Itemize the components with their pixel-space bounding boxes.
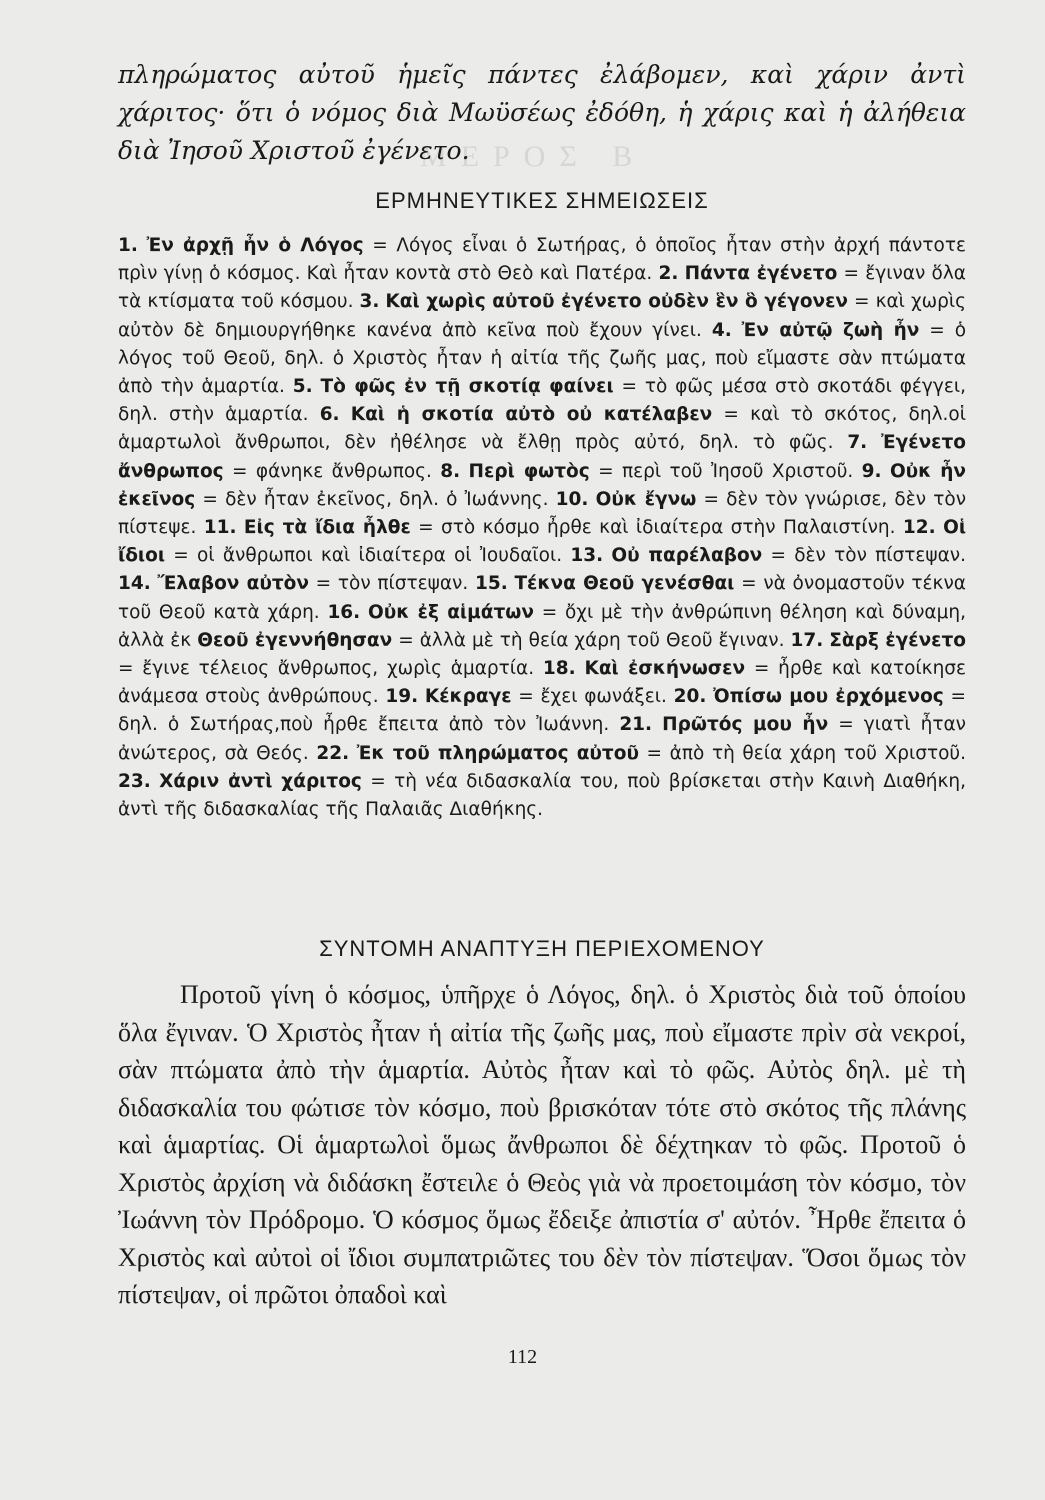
note-item: 17. Σὰρξ ἐγένετο = ἔγινε τέλειος ἄνθρωπος, χωρὶς ἁμαρτία. bbox=[118, 629, 966, 680]
note-number: 20. bbox=[673, 686, 707, 708]
note-item: 11. Εἰς τὰ ἴδια ἦλθε = στὸ κόσμο ἦρθε καὶ ἰδιαίτερα στὴν Παλαιστίνη. bbox=[203, 517, 896, 539]
note-number: 9. bbox=[861, 460, 882, 482]
note-gloss: ἦρθε καὶ κατοίκησε ἀνάμεσα στοὺς ἀνθρώπους. bbox=[118, 658, 967, 708]
note-number: 4. bbox=[711, 319, 732, 341]
note-term: Καὶ ἐσκήνωσεν bbox=[584, 658, 746, 680]
note-number: 2. bbox=[658, 263, 679, 285]
note-term: Ὀπίσω μου ἐρχόμενος bbox=[713, 686, 944, 708]
note-term: Ἔλαβον αὐτὸν bbox=[157, 573, 309, 595]
note-term: Θεοῦ ἐγεννήθησαν bbox=[197, 629, 393, 651]
note-number: 7. bbox=[847, 432, 868, 454]
note-gloss: καὶ τὸ σκότος, δηλ.οἱ ἁμαρτωλοὶ ἄνθρωποι, δὲν ἠθέλησε νὰ ἔλθῃ πρὸς αὐτό, δηλ. τὸ φῶς. bbox=[118, 404, 966, 454]
note-term: Οὐκ ἔγνω bbox=[595, 488, 697, 510]
note-number: 23. bbox=[118, 770, 151, 792]
note-term: Περὶ φωτὸς bbox=[468, 460, 590, 482]
note-gloss: ὁ λόγος τοῦ Θεοῦ, δηλ. ὁ Χριστὸς ἦταν ἡ αἰτία τῆς ζωῆς μας, ποὺ εἴμαστε σὰν πτώματα ἀπὸ τὴν ἁμαρτία. bbox=[118, 319, 967, 398]
page-number: 112 bbox=[507, 1346, 538, 1368]
note-term: Σὰρξ ἐγένετο bbox=[829, 629, 966, 651]
note-item: 8. Περὶ φωτὸς = περὶ τοῦ Ἰησοῦ Χριστοῦ. bbox=[440, 460, 854, 482]
note-number: 3. bbox=[359, 291, 380, 313]
note-gloss: νὰ ὀνομαστοῦν τέκνα τοῦ Θεοῦ κατὰ χάρη. bbox=[118, 573, 966, 623]
note-term: Οὐκ ἐξ αἱμάτων bbox=[367, 601, 534, 623]
note-gloss: δὲν τὸν πίστεψαν. bbox=[794, 545, 967, 567]
note-gloss: δηλ. ὁ Σωτήρας,ποὺ ἦρθε ἔπειτα ἀπὸ τὸν Ἰωάννη. bbox=[118, 714, 610, 736]
note-item: 6. Καὶ ἡ σκοτία αὐτὸ οὐ κατέλαβεν = καὶ τὸ σκότος, δηλ.οἱ ἁμαρτωλοὶ ἄνθρωποι, δὲν ἠθέλησε νὰ ἔλθῃ πρὸς αὐτό, δηλ. τὸ φῶς. bbox=[118, 404, 966, 454]
note-gloss: ἔγινε τέλειος ἄνθρωπος, χωρὶς ἁμαρτία. bbox=[142, 658, 535, 680]
note-term: Ἐκ τοῦ πληρώματος αὐτοῦ bbox=[356, 742, 639, 764]
note-term: Πρῶτός μου ἦν bbox=[662, 714, 829, 736]
note-item: 23. Χάριν ἀντὶ χάριτος = τὴ νέα διδασκαλία του, ποὺ βρίσκεται στὴν Καινὴ Διαθήκη, ἀντὶ τῆς διδασκαλίας τῆς Παλαιᾶς Διαθήκης. bbox=[118, 770, 967, 821]
note-item: 7. Ἐγένετο ἄνθρωπος = φάνηκε ἄνθρωπος. bbox=[118, 432, 966, 482]
summary-paragraph: Προτοῦ γίνη ὁ κόσμος, ὑπῆρχε ὁ Λόγος, δηλ. ὁ Χριστὸς διὰ τοῦ ὁποίου ὅλα ἔγιναν. Ὁ Χριστὸς ἦταν ἡ αἰτία τῆς ζωῆς μας, ποὺ εἴμαστε πρὶν σὰ νεκροί, σὰν πτώματα ἀπὸ τὴν ἁμαρτία. Αὐτὸς ἦταν καὶ τὸ φῶς. Αὐτὸς δηλ. μὲ τὴ διδασκαλία του φώτισε τὸν κόσμο, ποὺ βρισκόταν τότε στὸ σκότος τῆς πλάνης καὶ ἁμαρτίας. Οἱ ἁμαρτωλοὶ ὅμως ἄνθρωποι δὲ δέχτηκαν τὸ φῶς. Προτοῦ ὁ Χριστὸς ἀρχίση νὰ διδάσκη ἔστειλε ὁ Θεὸς γιὰ νὰ προετοιμάση τὸν κόσμο, τὸν Ἰωάννη τὸν Πρόδρομο. Ὁ κόσμος ὅμως ἔδειξε ἀπιστία σ' αὐτόν. Ἦρθε ἔπειτα ὁ Χριστὸς καὶ αὐτοὶ οἱ ἴδιοι συμπατριῶτες του δὲν τὸν πίστεψαν. Ὅσοι ὅμως τὸν πίστεψαν, οἱ πρῶτοι ὀπαδοὶ καὶ bbox=[118, 980, 966, 1309]
note-number: 21. bbox=[619, 714, 653, 736]
note-item: 3. Καὶ χωρὶς αὐτοῦ ἐγένετο οὐδὲν ἓν ὃ γέγονεν = καὶ χωρὶς αὐτὸν δὲ δημιουργήθηκε κανένα ἀπὸ κεῖνα ποὺ ἔχουν γίνει. bbox=[118, 291, 966, 341]
note-gloss: στὸ κόσμο ἦρθε καὶ ἰδιαίτερα στὴν Παλαιστίνη. bbox=[441, 517, 896, 539]
note-term: Καὶ ἡ σκοτία αὐτὸ οὐ κατέλαβεν bbox=[350, 404, 713, 426]
note-item: 19. Κέκραγε = ἔχει φωνάξει. bbox=[385, 686, 667, 708]
note-number: 5. bbox=[292, 376, 313, 398]
note-gloss: φάνηκε ἄνθρωπος. bbox=[255, 460, 432, 482]
note-gloss: περὶ τοῦ Ἰησοῦ Χριστοῦ. bbox=[621, 460, 854, 482]
note-item: 22. Ἐκ τοῦ πληρώματος αὐτοῦ = ἀπὸ τὴ θεία χάρη τοῦ Χριστοῦ. bbox=[316, 742, 966, 764]
note-term: Ἐν ἀρχῇ ἦν ὁ Λόγος bbox=[146, 235, 364, 256]
note-gloss: δὲν ἦταν ἐκεῖνος, δηλ. ὁ Ἰωάννης. bbox=[225, 488, 549, 510]
note-gloss: Λόγος εἶναι ὁ Σωτήρας, ὁ ὁποῖος ἦταν στὴν ἀρχή πάντοτε πρὶν γίνῃ ὁ κόσμος. Καὶ ἦταν κοντὰ στὸ Θεὸ καὶ Πατέρα. bbox=[118, 235, 966, 285]
note-term: Τέκνα Θεοῦ γενέσθαι bbox=[514, 573, 735, 595]
note-number: 16. bbox=[327, 601, 361, 623]
note-term: Ἐγένετο ἄνθρωπος bbox=[118, 432, 966, 482]
note-item: 4. Ἐν αὐτῷ ζωὴ ἦν = ὁ λόγος τοῦ Θεοῦ, δηλ. ὁ Χριστὸς ἦταν ἡ αἰτία τῆς ζωῆς μας, ποὺ εἴμαστε σὰν πτώματα ἀπὸ τὴν ἁμαρτία. bbox=[118, 319, 967, 398]
note-item: 15. Τέκνα Θεοῦ γενέσθαι = νὰ ὀνομαστοῦν τέκνα τοῦ Θεοῦ κατὰ χάρη. bbox=[118, 573, 966, 623]
note-item: 1. Ἐν ἀρχῇ ἦν ὁ Λόγος = Λόγος εἶναι ὁ Σωτήρας, ὁ ὁποῖος ἦταν στὴν ἀρχή πάντοτε πρὶν γίνῃ ὁ κόσμος. Καὶ ἦταν κοντὰ στὸ Θεὸ καὶ Πατέρα. bbox=[118, 235, 966, 285]
note-gloss: ἀπὸ τὴ θεία χάρη τοῦ Χριστοῦ. bbox=[669, 742, 966, 764]
note-term: Οἱ ἴδιοι bbox=[118, 517, 967, 567]
note-gloss: οἱ ἄνθρωποι καὶ ἰδιαίτερα οἱ Ἰουδαῖοι. bbox=[197, 545, 563, 567]
note-number: 6. bbox=[319, 404, 340, 426]
note-gloss: δὲν τὸν γνώρισε, δὲν τὸν πίστεψε. bbox=[118, 488, 967, 539]
note-number: 19. bbox=[385, 686, 419, 708]
bleed-through-heading: ΜΕΡΟΣ Β bbox=[420, 140, 647, 173]
explanatory-notes bbox=[118, 232, 966, 824]
note-item: Θεοῦ ἐγεννήθησαν = ἀλλὰ μὲ τὴ θεία χάρη τοῦ Θεοῦ ἔγιναν. bbox=[197, 629, 785, 651]
note-term: Τὸ φῶς ἐν τῇ σκοτίᾳ φαίνει bbox=[320, 376, 614, 398]
note-item: 12. Οἱ ἴδιοι = οἱ ἄνθρωποι καὶ ἰδιαίτερα οἱ Ἰουδαῖοι. bbox=[118, 517, 967, 567]
note-gloss: τὸν πίστεψαν. bbox=[337, 573, 469, 595]
note-gloss: ἔγιναν ὅλα τὰ κτίσματα τοῦ κόσμου. bbox=[118, 263, 966, 313]
note-term: Πάντα ἐγένετο bbox=[684, 263, 838, 285]
note-number: 15. bbox=[474, 573, 508, 595]
note-gloss: ὄχι μὲ τὴν ἀνθρώπινη θέληση καὶ δύναμη, ἀλλὰ ἐκ bbox=[118, 601, 966, 651]
note-item: 10. Οὐκ ἔγνω = δὲν τὸν γνώρισε, δὲν τὸν πίστεψε. bbox=[118, 488, 967, 539]
note-number: 14. bbox=[118, 573, 151, 595]
note-item: 21. Πρῶτός μου ἦν = γιατὶ ἦταν ἀνώτερος, σὰ Θεός. bbox=[118, 714, 967, 764]
note-item: 18. Καὶ ἐσκήνωσεν = ἦρθε καὶ κατοίκησε ἀνάμεσα στοὺς ἀνθρώπους. bbox=[118, 658, 967, 708]
note-item: 9. Οὐκ ἦν ἐκεῖνος = δὲν ἦταν ἐκεῖνος, δηλ. ὁ Ἰωάννης. bbox=[118, 460, 967, 510]
note-item: 14. Ἔλαβον αὐτὸν = τὸν πίστεψαν. bbox=[118, 573, 469, 595]
note-item: 2. Πάντα ἐγένετο = ἔγιναν ὅλα τὰ κτίσματα τοῦ κόσμου. bbox=[118, 263, 966, 313]
note-item: 5. Τὸ φῶς ἐν τῇ σκοτίᾳ φαίνει = τὸ φῶς μέσα στὸ σκοτάδι φέγγει, δηλ. στὴν ἁμαρτία. bbox=[118, 376, 966, 426]
note-number: 10. bbox=[555, 488, 589, 510]
note-number: 17. bbox=[790, 629, 824, 651]
note-gloss: ἔχει φωνάξει. bbox=[540, 686, 667, 708]
note-term: Χάριν ἀντὶ χάριτος bbox=[159, 770, 362, 792]
note-gloss: τὸ φῶς μέσα στὸ σκοτάδι φέγγει, δηλ. στὴν ἁμαρτία. bbox=[118, 376, 966, 426]
note-number: 1. bbox=[118, 235, 138, 256]
note-item: 16. Οὐκ ἐξ αἱμάτων = ὄχι μὲ τὴν ἀνθρώπινη θέληση καὶ δύναμη, ἀλλὰ ἐκ bbox=[118, 601, 966, 651]
note-gloss: γιατὶ ἦταν ἀνώτερος, σὰ Θεός. bbox=[118, 714, 967, 764]
note-number: 11. bbox=[203, 517, 237, 539]
note-number: 12. bbox=[902, 517, 936, 539]
note-number: 18. bbox=[542, 658, 576, 680]
note-term: Καὶ χωρὶς αὐτοῦ ἐγένετο οὐδὲν ἓν ὃ γέγονεν bbox=[385, 291, 849, 313]
note-gloss: ἀλλὰ μὲ τὴ θεία χάρη τοῦ Θεοῦ ἔγιναν. bbox=[419, 629, 785, 651]
note-gloss: τὴ νέα διδασκαλία του, ποὺ βρίσκεται στὴν Καινὴ Διαθήκη, ἀντὶ τῆς διδασκαλίας τῆς Παλαιᾶς Διαθήκης. bbox=[118, 770, 967, 821]
note-term: Ἐν αὐτῷ ζωὴ ἦν bbox=[741, 319, 920, 341]
note-number: 22. bbox=[316, 742, 350, 764]
summary-heading: ΣΥΝΤΟΜΗ ΑΝΑΠΤΥΞΗ ΠΕΡΙΕΧΟΜΕΝΟΥ bbox=[319, 936, 765, 961]
note-item: 13. Οὐ παρέλαβον = δὲν τὸν πίστεψαν. bbox=[570, 545, 967, 567]
note-term: Οὐ παρέλαβον bbox=[611, 545, 763, 567]
note-term: Οὐκ ἦν ἐκεῖνος bbox=[118, 460, 967, 510]
note-gloss: καὶ χωρὶς αὐτὸν δὲ δημιουργήθηκε κανένα ἀπὸ κεῖνα ποὺ ἔχουν γίνει. bbox=[118, 291, 966, 341]
note-term: Κέκραγε bbox=[424, 686, 512, 708]
intro-verse: πληρώματος αὐτοῦ ἡμεῖς πάντες ἐλάβομεν, καὶ χάριν ἀντὶ χάριτος· ὅτι ὁ νόμος διὰ Μωϋσέως ἐδόθη, ἡ χάρις καὶ ἡ ἀλήθεια διὰ Ἰησοῦ Χριστοῦ ἐγένετο. bbox=[118, 60, 966, 165]
note-number: 13. bbox=[570, 545, 604, 567]
note-number: 8. bbox=[440, 460, 461, 482]
note-item: 20. Ὀπίσω μου ἐρχόμενος = δηλ. ὁ Σωτήρας,ποὺ ἦρθε ἔπειτα ἀπὸ τὸν Ἰωάννη. bbox=[118, 686, 967, 736]
notes-heading: ΕΡΜΗΝΕΥΤΙΚΕΣ ΣΗΜΕΙΩΣΕΙΣ bbox=[375, 188, 709, 213]
note-term: Εἰς τὰ ἴδια ἦλθε bbox=[243, 517, 411, 539]
